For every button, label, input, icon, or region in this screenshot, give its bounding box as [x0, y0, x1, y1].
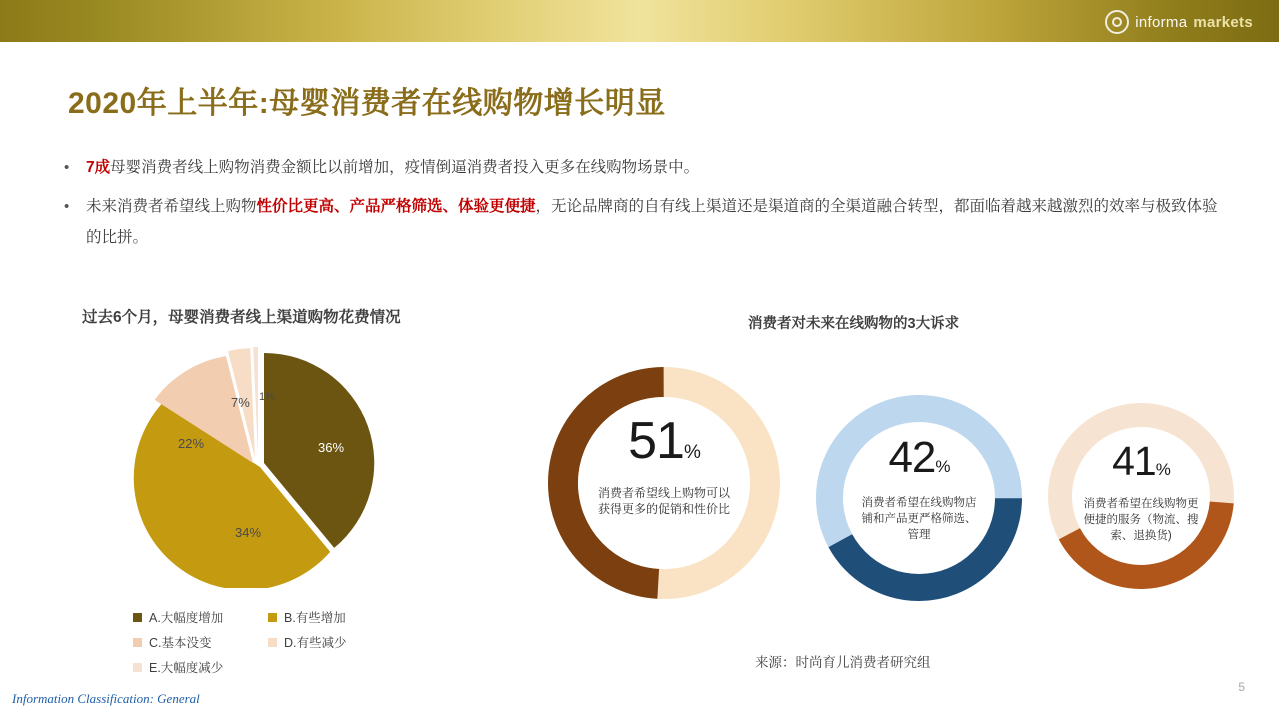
donut-caption: 消费者希望线上购物可以获得更多的促销和性价比 [597, 486, 730, 516]
spending-pie-chart [118, 338, 398, 588]
pie-label-b: 34% [235, 525, 262, 540]
legend-row [133, 658, 433, 676]
donut-center [843, 422, 995, 574]
legend-swatch-icon [268, 613, 277, 622]
legend-item-b [268, 608, 403, 626]
legend-swatch-icon [133, 613, 142, 622]
bullet-pre: 未来消费者希望线上购物 [86, 198, 257, 215]
bullet-text [86, 152, 1224, 183]
legend-label: D.有些减少 [284, 636, 347, 650]
pie-label-c: 22% [178, 436, 205, 451]
donut-value-number: 42 [888, 433, 936, 482]
donut-value-unit: % [935, 457, 950, 476]
donut-value-number: 51 [628, 412, 684, 470]
page-title: 2020年上半年:母婴消费者在线购物增长明显 [68, 87, 666, 120]
bullet-post: ，无论品牌商的自有线上渠道还是渠道商的全渠道融合转型，都面临着越来越激烈的效率与极致体验的比拼。 [86, 198, 1218, 246]
pie-label-e: 1% [259, 391, 275, 403]
donut-caption: 消费者希望在线购物店铺和产品更严格筛选、管理 [861, 497, 977, 541]
donut-value-number: 41 [1112, 438, 1156, 484]
legend-label: A.大幅度增加 [149, 611, 224, 625]
source-note: 来源：时尚育儿消费者研究组 [755, 655, 931, 670]
legend-swatch-icon [133, 638, 142, 647]
legend-swatch-icon [133, 663, 142, 672]
legend-item-c [133, 633, 268, 651]
logo-text-bold: markets [1193, 13, 1253, 31]
donut-value-unit: % [683, 442, 700, 463]
donut-center [578, 397, 750, 569]
right-chart-heading: 消费者对未来在线购物的3大诉求 [748, 316, 960, 332]
pie-label-d: 7% [231, 395, 250, 410]
legend-label: E.大幅度减少 [149, 661, 224, 675]
legend-label: C.基本没变 [149, 636, 212, 650]
legend-row [133, 608, 433, 626]
bullet-marker: • [64, 159, 70, 176]
legend-item-a [133, 608, 268, 626]
donut-chart-41 [1048, 403, 1234, 589]
donut-value [1112, 438, 1170, 490]
legend-row [133, 633, 433, 651]
donut-center [1072, 427, 1210, 565]
legend-label: B.有些增加 [284, 611, 346, 625]
left-chart-heading: 过去6个月，母婴消费者线上渠道购物花费情况 [82, 309, 401, 326]
pie-svg [118, 338, 398, 588]
donut-value [628, 412, 700, 479]
bullet-highlight: 性价比更高、产品严格筛选、体验更便捷 [256, 198, 536, 215]
list-item [64, 191, 1224, 253]
donut-chart-51 [548, 367, 780, 599]
pie-label-a: 36% [318, 440, 345, 455]
donut-value [888, 433, 950, 489]
informa-markets-logo [1105, 10, 1253, 34]
bullet-lead-highlight: 7成 [86, 159, 111, 176]
list-item [64, 152, 1224, 183]
informa-logo-icon [1105, 10, 1129, 34]
donut-value-unit: % [1155, 460, 1170, 479]
donut-caption: 消费者希望在线购物更便捷的服务（物流、搜索、退换货) [1083, 498, 1199, 542]
pie-legend [133, 608, 433, 683]
information-classification: Information Classification: General [12, 691, 200, 706]
bullet-text [86, 191, 1224, 253]
donut-chart-42 [816, 395, 1022, 601]
bullet-marker: • [64, 198, 70, 215]
bullet-rest: 母婴消费者线上购物消费金额比以前增加，疫情倒逼消费者投入更多在线购物场景中。 [110, 159, 700, 176]
page-number: 5 [1238, 680, 1245, 694]
legend-swatch-icon [268, 638, 277, 647]
legend-item-e [133, 658, 268, 676]
logo-text-light: informa [1135, 13, 1188, 31]
top-gold-bar [0, 0, 1279, 42]
bullet-list [64, 152, 1224, 261]
legend-item-d [268, 633, 403, 651]
